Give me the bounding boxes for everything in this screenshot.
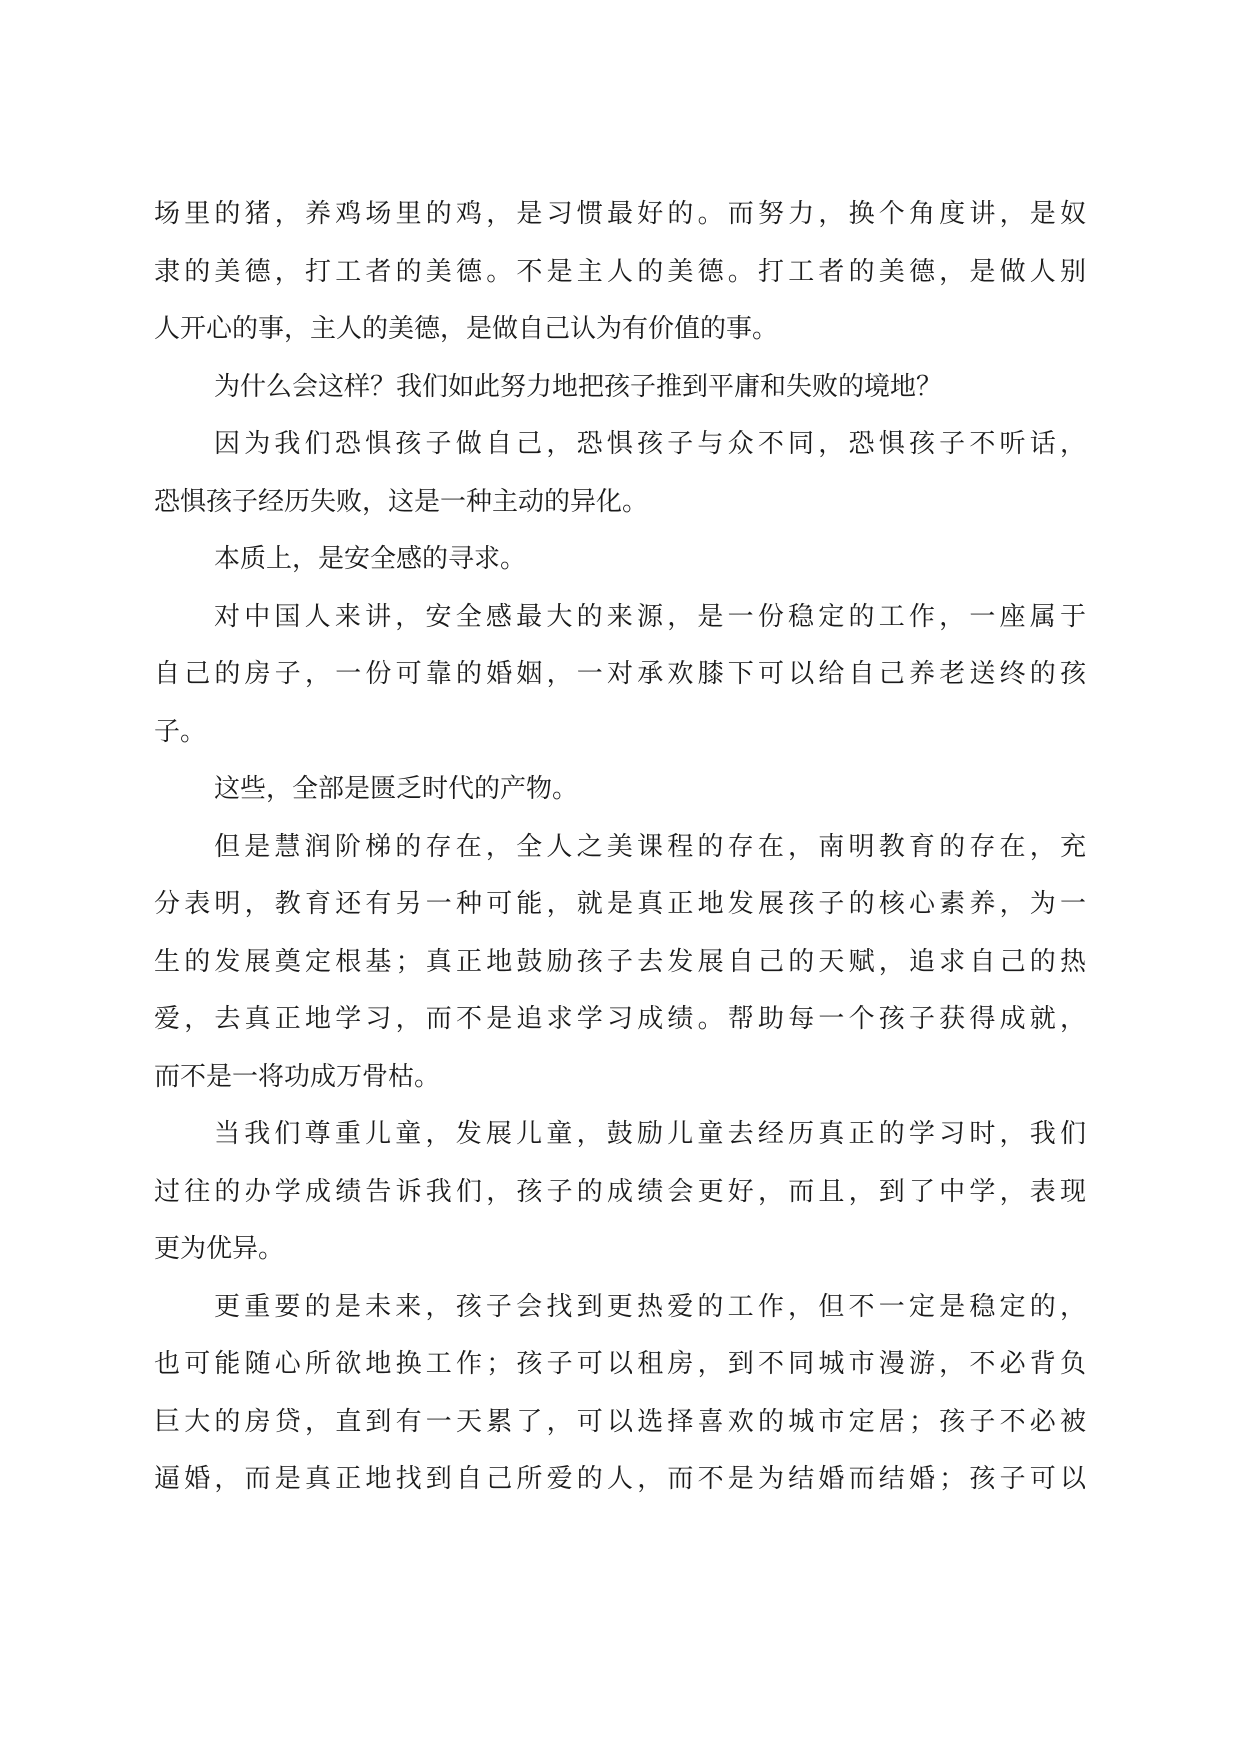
text-line: 自己的房子，一份可靠的婚姻，一对承欢膝下可以给自己养老送终的孩 [154,659,1086,689]
text-line: 但是慧润阶梯的存在，全人之美课程的存在，南明教育的存在，充 [214,831,1086,862]
text-line: 也可能随心所欲地换工作；孩子可以租房，到不同城市漫游，不必背负 [154,1349,1086,1379]
text-line: 本质上，是安全感的寻求。 [214,544,527,574]
text-line: 子。 [154,716,207,747]
text-line: 逼婚，而是真正地找到自己所爱的人，而不是为结婚而结婚；孩子可以 [154,1464,1086,1494]
text-line: 对中国人来讲，安全感最大的来源，是一份稳定的工作，一座属于 [214,601,1086,632]
text-line: 爱，去真正地学习，而不是追求学习成绩。帮助每一个孩子获得成就， [154,1004,1086,1034]
text-line: 为什么会这样？我们如此努力地把孩子推到平庸和失败的境地？ [214,371,943,402]
text-line: 巨大的房贷，直到有一天累了，可以选择喜欢的城市定居；孩子不必被 [154,1406,1086,1437]
text-line: 生的发展奠定根基；真正地鼓励孩子去发展自己的天赋，追求自己的热 [154,946,1086,977]
text-line: 过往的办学成绩告诉我们，孩子的成绩会更好，而且，到了中学，表现 [154,1176,1086,1207]
document-body [154,186,1086,1509]
text-line: 分表明，教育还有另一种可能，就是真正地发展孩子的核心素养，为一 [154,889,1086,919]
text-line: 场里的猪，养鸡场里的鸡，是习惯最好的。而努力，换个角度讲，是奴 [154,199,1086,229]
text-line: 这些，全部是匮乏时代的产物。 [214,774,579,804]
text-line: 而不是一将功成万骨枯。 [154,1061,441,1092]
text-line: 当我们尊重儿童，发展儿童，鼓励儿童去经历真正的学习时，我们 [214,1119,1086,1149]
text-line: 因为我们恐惧孩子做自己，恐惧孩子与众不同，恐惧孩子不听话， [214,429,1086,459]
text-line: 人开心的事，主人的美德，是做自己认为有价值的事。 [154,314,779,344]
text-line: 恐惧孩子经历失败，这是一种主动的异化。 [154,486,649,517]
text-line: 更重要的是未来，孩子会找到更热爱的工作，但不一定是稳定的， [214,1291,1086,1322]
text-line: 更为优异。 [154,1234,285,1264]
text-line: 隶的美德，打工者的美德。不是主人的美德。打工者的美德，是做人别 [154,256,1086,287]
